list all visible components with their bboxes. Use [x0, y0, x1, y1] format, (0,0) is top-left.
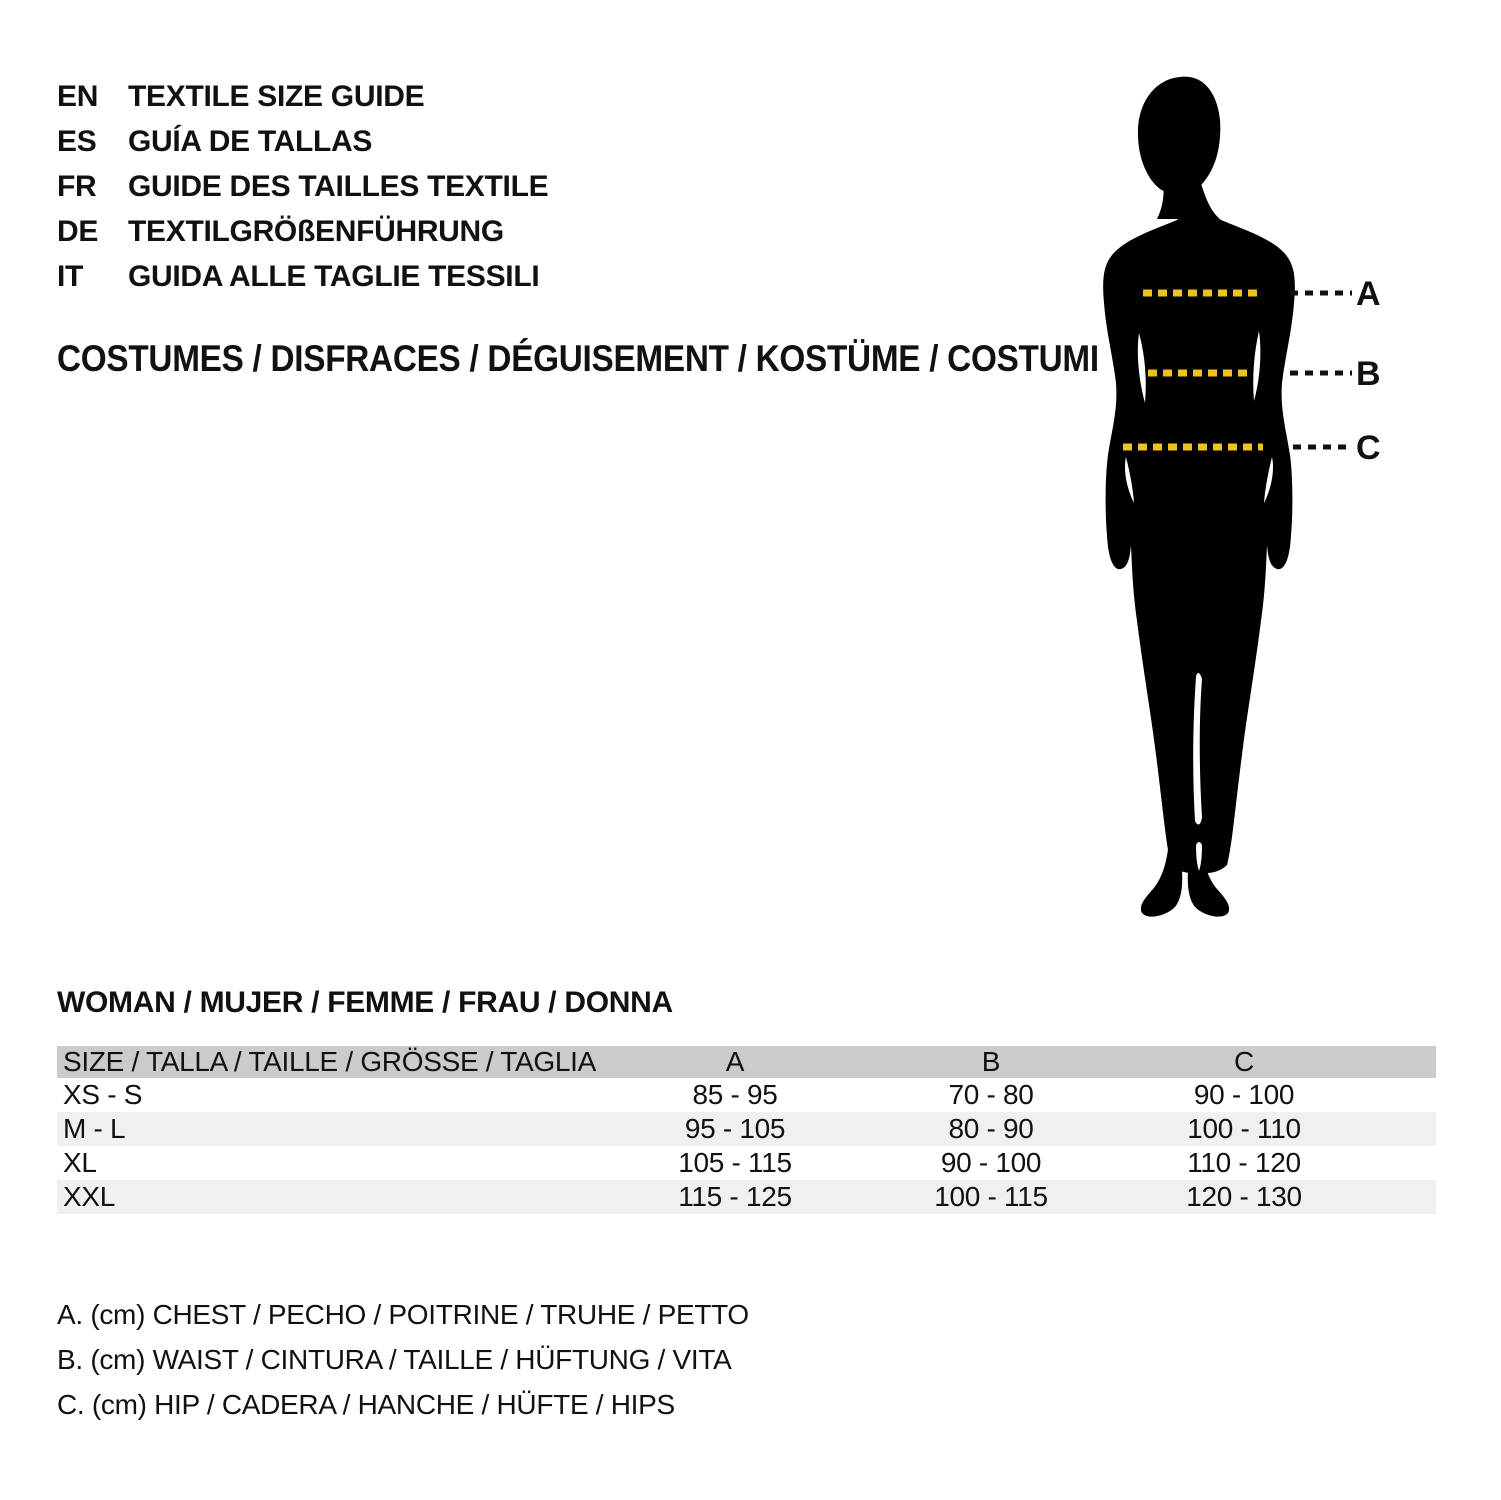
header-col-b: B: [981, 1046, 1001, 1077]
table-row: [57, 1078, 1436, 1112]
table-row: [57, 1146, 1436, 1180]
lang-title-it: GUIDA ALLE TAGLIE TESSILI: [128, 260, 540, 293]
value-c-cell: 110 - 120: [1187, 1147, 1301, 1178]
size-cell: XL: [63, 1147, 97, 1178]
lang-code-fr: FR: [57, 170, 97, 203]
note-hip: C. (cm) HIP / CADERA / HANCHE / HÜFTE / HIPS: [57, 1389, 675, 1420]
category-heading: COSTUMES / DISFRACES / DÉGUISEMENT / KOSTÜME / COSTUMI: [57, 338, 1099, 379]
lang-code-es: ES: [57, 125, 97, 158]
value-c-cell: 90 - 100: [1193, 1079, 1295, 1110]
size-cell: XS - S: [63, 1079, 143, 1110]
value-b-cell: 100 - 115: [934, 1181, 1048, 1212]
value-b-cell: 80 - 90: [948, 1113, 1034, 1144]
size-cell: XXL: [63, 1181, 116, 1212]
header-col-a: A: [725, 1046, 745, 1077]
lang-title-es: GUÍA DE TALLAS: [128, 125, 373, 158]
table-row: [57, 1112, 1436, 1146]
table-header-row: [57, 1046, 1436, 1078]
header-size-column: SIZE / TALLA / TAILLE / GRÖSSE / TAGLIA: [63, 1046, 596, 1077]
lang-title-fr: GUIDE DES TAILLES TEXTILE: [128, 170, 549, 203]
value-b-cell: 70 - 80: [948, 1079, 1034, 1110]
table-row: [57, 1180, 1436, 1214]
size-cell: M - L: [63, 1113, 126, 1144]
value-c-cell: 100 - 110: [1187, 1113, 1301, 1144]
lang-title-en: TEXTILE SIZE GUIDE: [128, 80, 425, 113]
silhouette-left-foot: [1141, 841, 1182, 917]
header-col-c: C: [1234, 1046, 1254, 1077]
measurement-notes: [57, 1292, 749, 1427]
lang-title-de: TEXTILGRÖßENFÜHRUNG: [128, 215, 504, 248]
lang-code-it: IT: [57, 260, 84, 293]
woman-silhouette: [1103, 77, 1295, 917]
note-waist: B. (cm) WAIST / CINTURA / TAILLE / HÜFTUNG / VITA: [57, 1344, 732, 1375]
woman-silhouette-figure: [1060, 65, 1420, 945]
value-a-cell: 115 - 125: [678, 1181, 792, 1212]
measure-label-b: B: [1356, 355, 1381, 393]
note-chest: A. (cm) CHEST / PECHO / POITRINE / TRUHE / PETTO: [57, 1299, 749, 1330]
value-a-cell: 95 - 105: [684, 1113, 786, 1144]
lang-code-en: EN: [57, 80, 99, 113]
value-a-cell: 105 - 115: [678, 1147, 792, 1178]
measure-label-c: C: [1356, 429, 1381, 467]
size-table: [57, 1046, 1436, 1214]
lang-code-de: DE: [57, 215, 99, 248]
value-b-cell: 90 - 100: [940, 1147, 1042, 1178]
measure-label-a: A: [1356, 275, 1381, 313]
language-title-list: [57, 74, 548, 299]
value-a-cell: 85 - 95: [692, 1079, 778, 1110]
value-c-cell: 120 - 130: [1186, 1181, 1302, 1212]
table-title-woman: WOMAN / MUJER / FEMME / FRAU / DONNA: [57, 986, 673, 1019]
